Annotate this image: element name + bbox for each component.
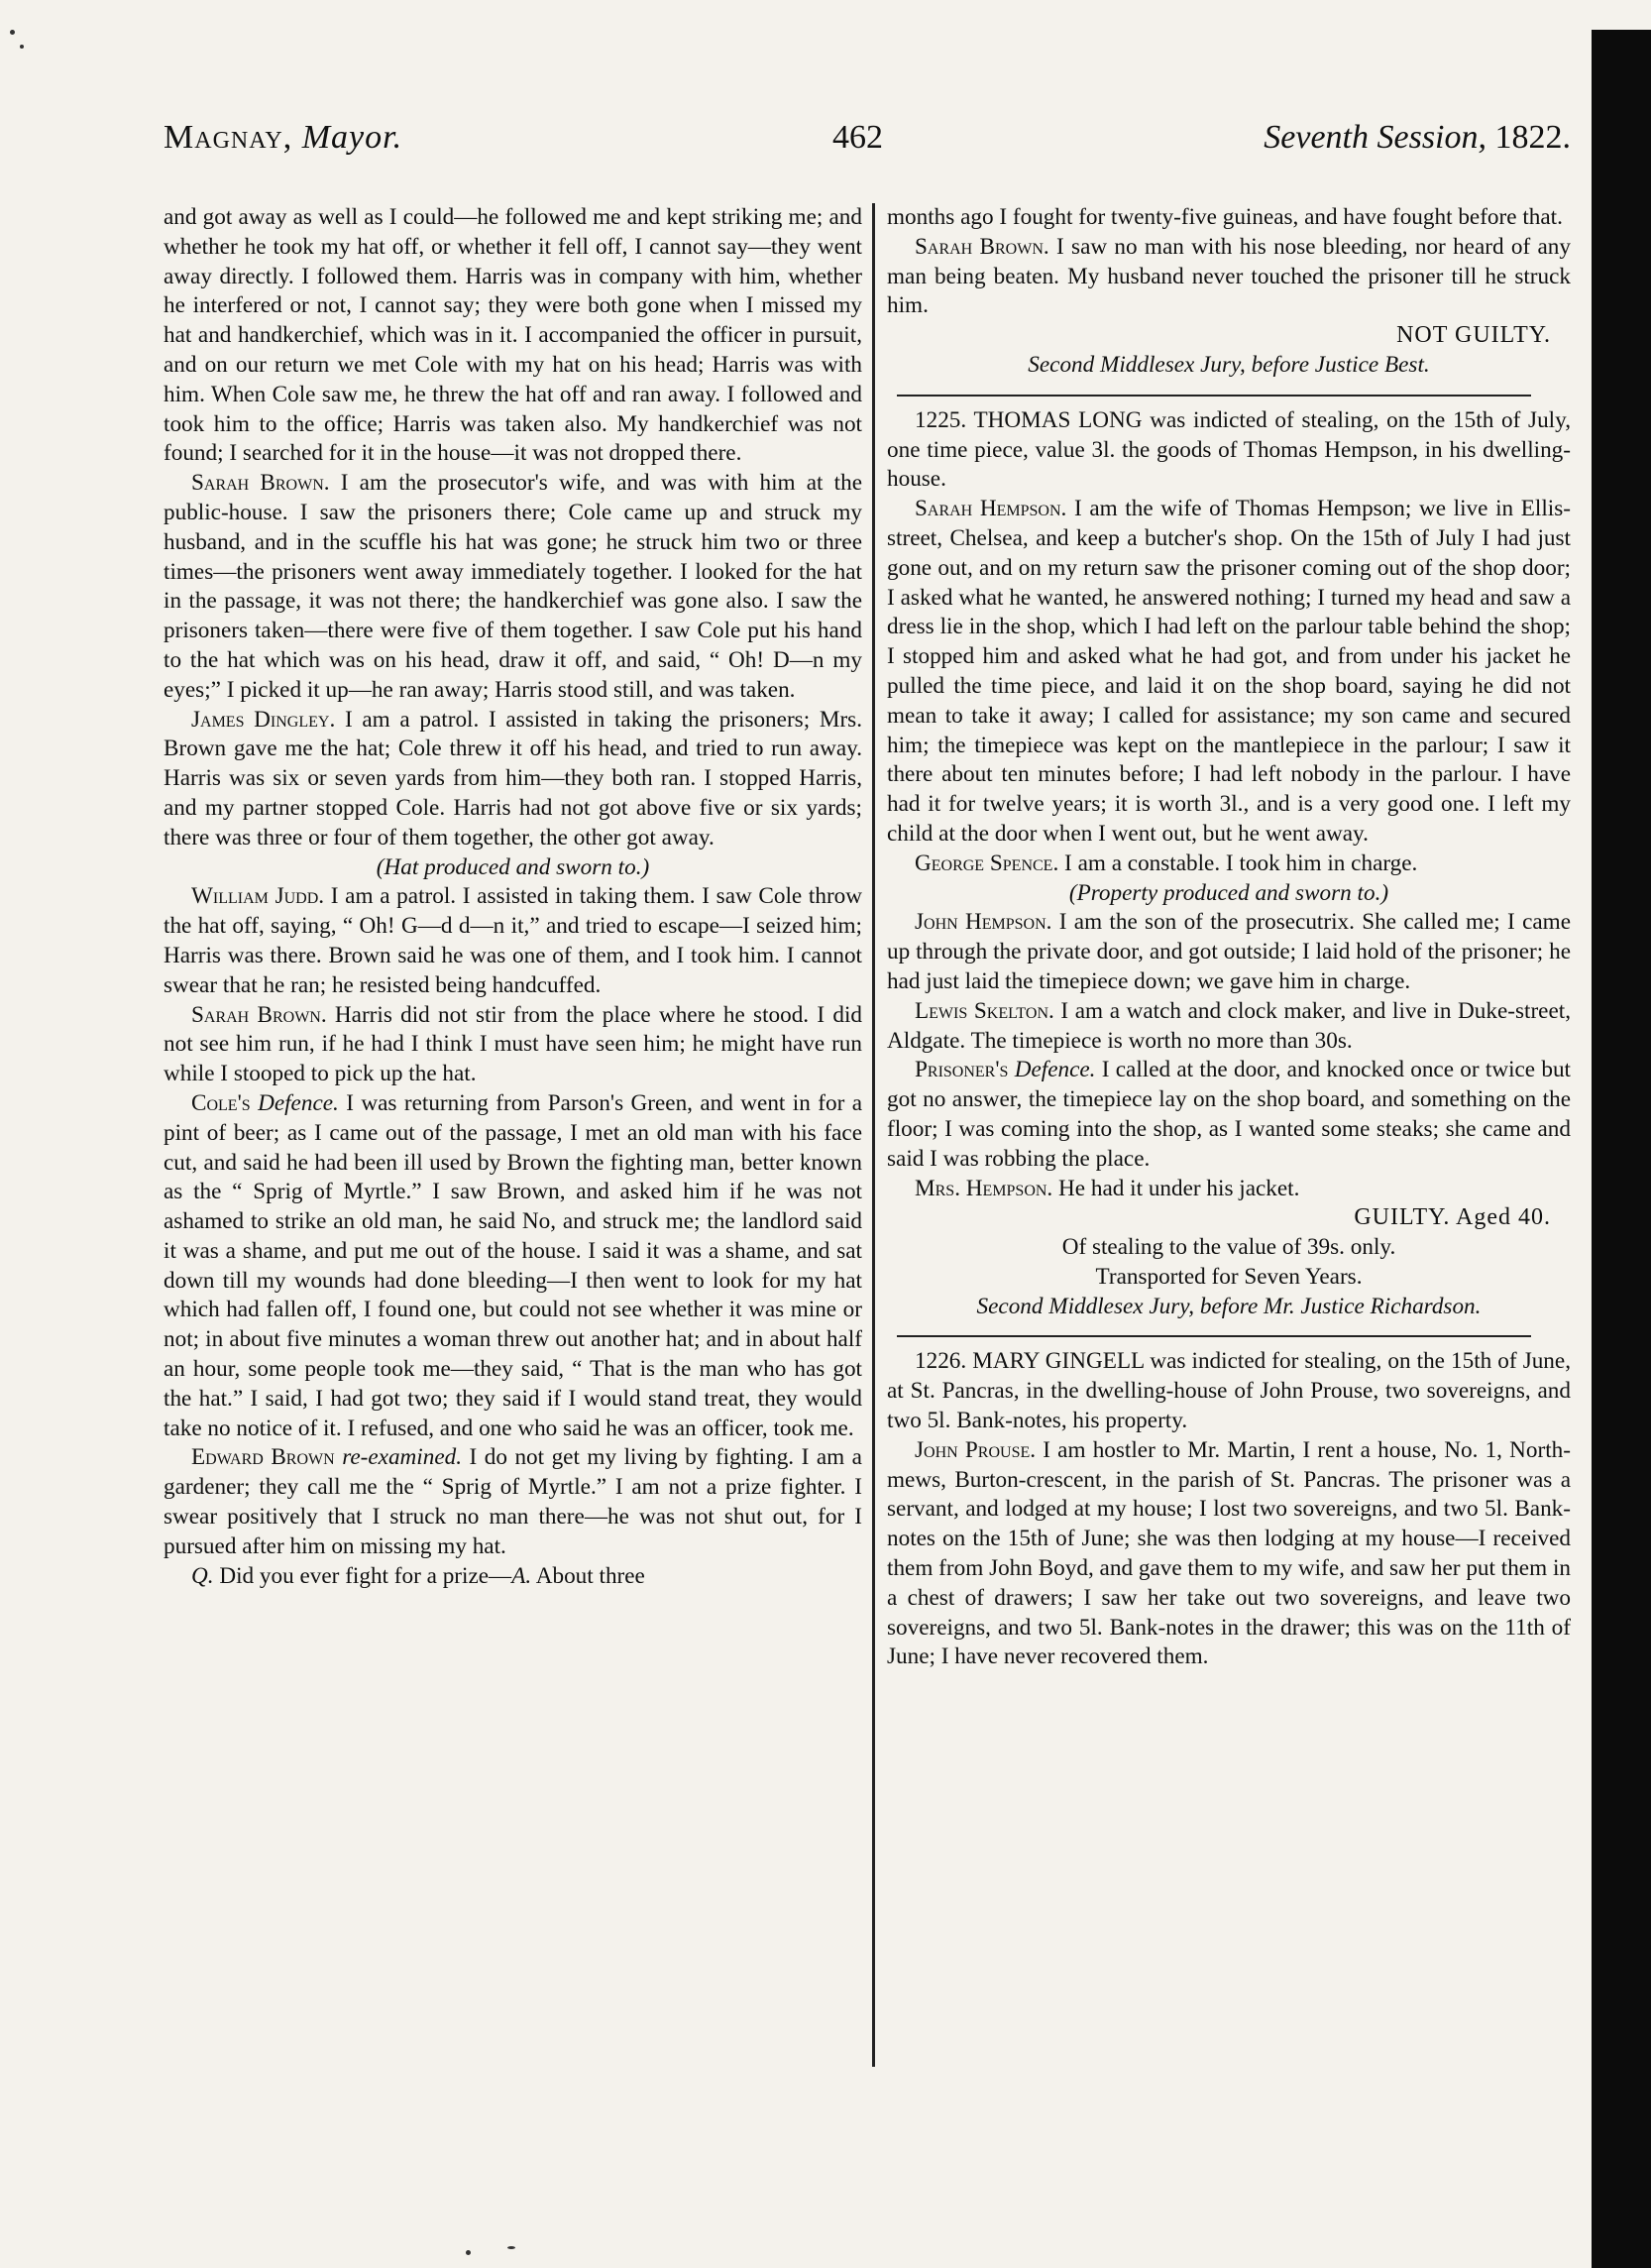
paragraph: and got away as well as I could—he followed me and kept striking me; and whether he took my hat off, or whether it fell off, I cannot say—they went away directly. I followed them. Harris was in company with him, whether he interfered or not, I cannot say; they were both gone when I missed my hat and handkerchief, which was in it. I accompanied the officer in pursuit, and on our return we met Cole with my hat on his head; Harris was with him. When Cole saw me, he threw the hat off and ran away. I followed and took him to the office; Harris was taken also. My handkerchief was not found; I searched for it in the house—it was not dropped there. [164,204,862,467]
running-head-right [1264,119,1571,157]
speaker-name: John Hempson. [915,909,1052,936]
scan-speck [10,30,15,35]
page-number: 462 [832,119,883,156]
testimony-text: I am the prosecutor's wife, and was with him at the public-house. I saw the prisoners there; Cole came up and struck my husband, and in the scuffle his hat was gone; he struck him two or three times—the prisoners went away immediately together. I looked for the hat in the passage, it was not there; the handkerchief was gone also. I saw the prisoners taken—there were five of them together. I saw Cole put his hand to the hat which was on his head, draw it off, and said, “ Oh! D—n my eyes;” I picked it up—he ran away; Harris stood still, and was taken. [164,470,862,703]
speaker-name: William Judd. [191,883,325,910]
scan-edge-bar [1592,30,1651,2268]
speaker-name: Sarah Hempson. [915,496,1067,522]
speaker-label: Defence. [250,1089,339,1116]
testimony-text: I am a patrol. I assisted in taking the prisoners; Mrs. Brown gave me the hat; Cole threw it off his head, and tried to run away. Harris was six or seven yards from him—they both ran. I stopped Harris, and my partner stopped Cole. Harris had not got above five or six yards; there was three or four of them together, the other got away. [164,706,862,850]
italic-note: Second Middlesex Jury, before Justice Best. [1028,351,1430,378]
running-head-left [164,119,402,157]
italic-note: (Hat produced and sworn to.) [376,853,650,880]
speaker-label: Defence. [1008,1057,1096,1083]
section-rule [897,1335,1531,1337]
testimony-text: I saw no man with his nose bleeding, nor heard of any man being beaten. My husband never touched the prisoner till he struck him. [887,233,1571,319]
testimony [887,495,1571,850]
testimony [887,1436,1571,1672]
paragraph: 1226. MARY GINGELL was indicted for stealing, on the 15th of June, at St. Pancras, in the dwelling-house of John Prouse, two sovereigns, and two 5l. Bank-notes, his property. [887,1348,1571,1434]
speaker-name: Mrs. Hempson. [915,1175,1053,1201]
testimony-text: I am the wife of Thomas Hempson; we live in Ellis-street, Chelsea, and keep a butcher's shop. On the 15th of July I had just gone out, and on my return saw the prisoner coming out of the shop door; I asked what he wanted, he answered nothing; I turned my head and saw a dress lie in the shop, which I had left on the parlour table behind the shop; I stopped him and asked what he had got, and from under his jacket he pulled the time piece, and laid it on the shop board, saying he did not mean to take it away; I called for assistance; my son came and secured him; the timepiece was kept on the mantlepiece in the parlour; I saw it there about ten minutes before; I had left nobody in the parlour. I have had it for twelve years; it is worth 3l., and is a very good one. I left my child at the door when I went out, but he went away. [887,496,1571,847]
testimony-text: Harris did not stir from the place where he stood. I did not see him run, if he had I think I must have seen him; he might have run while I stooped to pick up the hat. [164,1001,862,1087]
testimony-text: I am a constable. I took him in charge. [1058,850,1418,876]
testimony-text: I am the son of the prosecutrix. She called me; I came up through the private door, and got outside; I laid hold of the prisoner; he had just laid the timepiece down; we gave him in charge. [887,909,1571,994]
mayor-name: Magnay, [164,119,293,156]
speaker-name: Prisoner's [915,1057,1009,1083]
testimony [887,850,1571,879]
testimony [164,1443,862,1561]
speaker-name: James Dingley. [191,706,336,733]
verdict: GUILTY. Aged 40. [1354,1204,1551,1231]
speaker-name: Sarah Brown. [191,1001,327,1028]
scan-speck [466,2250,471,2255]
testimony [164,882,862,1000]
speaker-name: John Prouse. [915,1436,1037,1463]
scan-speck [507,2246,515,2249]
sentence-line: Transported for Seven Years. [1095,1263,1363,1290]
paragraph: months ago I fought for twenty-five guineas, and have fought before that. [887,204,1563,230]
italic-note: (Property produced and sworn to.) [1068,879,1389,906]
column-divider [872,203,875,2067]
speaker-name: Edward Brown [191,1444,335,1471]
testimony-text: I do not get my living by fighting. I am a gardener; they call me the “ Sprig of Myrtle.” I am not a prize fighter. I swear positively that I struck no man there—he was not shut out, for I pursued after him on missing my hat. [164,1444,862,1559]
left-column [164,203,862,1591]
session-year: 1822. [1494,119,1571,156]
question-answer [164,1562,862,1592]
section-rule [897,395,1531,397]
testimony-text: I am a patrol. I assisted in taking them. I saw Cole throw the hat off, saying, “ Oh! G—d d—n it,” and tried to escape—I seized him; Harris was there. Brown said he was one of them, and I took him. I cannot swear that he ran; he resisted being handcuffed. [164,883,863,998]
speaker-name: George Spence. [915,850,1059,876]
mayor-title: Mayor. [301,119,403,156]
session-label: Seventh Session, [1264,119,1486,156]
sentence-line: Of stealing to the value of 39s. only. [1061,1234,1396,1261]
testimony [164,1001,862,1089]
testimony [887,908,1571,996]
question-text: Did you ever fight for a prize— [213,1562,512,1589]
page-header [164,119,1571,178]
testimony [164,1089,862,1444]
speaker-name: Cole's [191,1089,251,1116]
testimony-text: I was returning from Parson's Green, and went in for a pint of beer; as I came out of the passage, I met an old man with his face cut, and said he had been ill used by Brown the fighting man, better known as the “ Sprig of Myrtle.” I saw Brown, and asked him if he was not ashamed to strike an old man, he said No, and struck me; the landlord said it was a shame, and put me out of the house. I said it was a shame, and sat down till my wounds had done bleeding—I then went to look for my hat which had fallen off, I found one, but could not see whether it was mine or not; in about five minutes a woman threw out another hat; and in about half an hour, some people took me—they said, “ That is the man who has got the hat.” I said, I had got two; they said if I would stand treat, they would take no notice of it. I refused, and one who said he was an officer, took me. [164,1089,862,1441]
testimony [887,997,1571,1057]
scan-speck [20,45,24,49]
question-marker: Q. [191,1562,214,1589]
verdict: NOT GUILTY. [1396,322,1551,349]
testimony [887,1056,1571,1174]
answer-marker: A. [511,1562,532,1589]
speaker-label: re-examined. [334,1444,463,1471]
answer-text: About three [531,1562,645,1589]
testimony-text: I am a watch and clock maker, and live in Duke-street, Aldgate. The timepiece is worth no more than 30s. [887,997,1572,1054]
paragraph: 1225. THOMAS LONG was indicted of stealing, on the 15th of July, one time piece, value 3l. the goods of Thomas Hempson, in his dwelling-house. [887,406,1571,493]
italic-note: Second Middlesex Jury, before Mr. Justice Richardson. [976,1293,1482,1319]
testimony-text: I am hostler to Mr. Martin, I rent a house, No. 1, North-mews, Burton-crescent, in the parish of St. Pancras. The prisoner was a servant, and lodged at my house; I lost two sovereigns, and two 5l. Bank-notes on the 15th of June; she was then lodging at my house—I received them from John Boyd, and gave them to my wife, and saw her put them in a chest of drawers; I saw her take out two sovereigns, and leave two sovereigns, and two 5l. Bank-notes in the drawer; this was on the 11th of June; I have never recovered them. [887,1436,1571,1670]
testimony [164,469,862,705]
testimony [164,706,862,853]
testimony [887,1175,1571,1204]
speaker-name: Sarah Brown. [915,233,1049,260]
speaker-name: Sarah Brown. [191,470,330,497]
testimony [887,233,1571,321]
speaker-name: Lewis Skelton. [915,997,1054,1024]
right-column [887,203,1571,1672]
testimony-text: He had it under his jacket. [1052,1175,1300,1201]
testimony-text: I called at the door, and knocked once or twice but got no answer, the timepiece lay on the shop board, and something on the floor; I was coming into the shop, as I wanted some steaks; she came and said I was robbing the place. [887,1057,1572,1172]
